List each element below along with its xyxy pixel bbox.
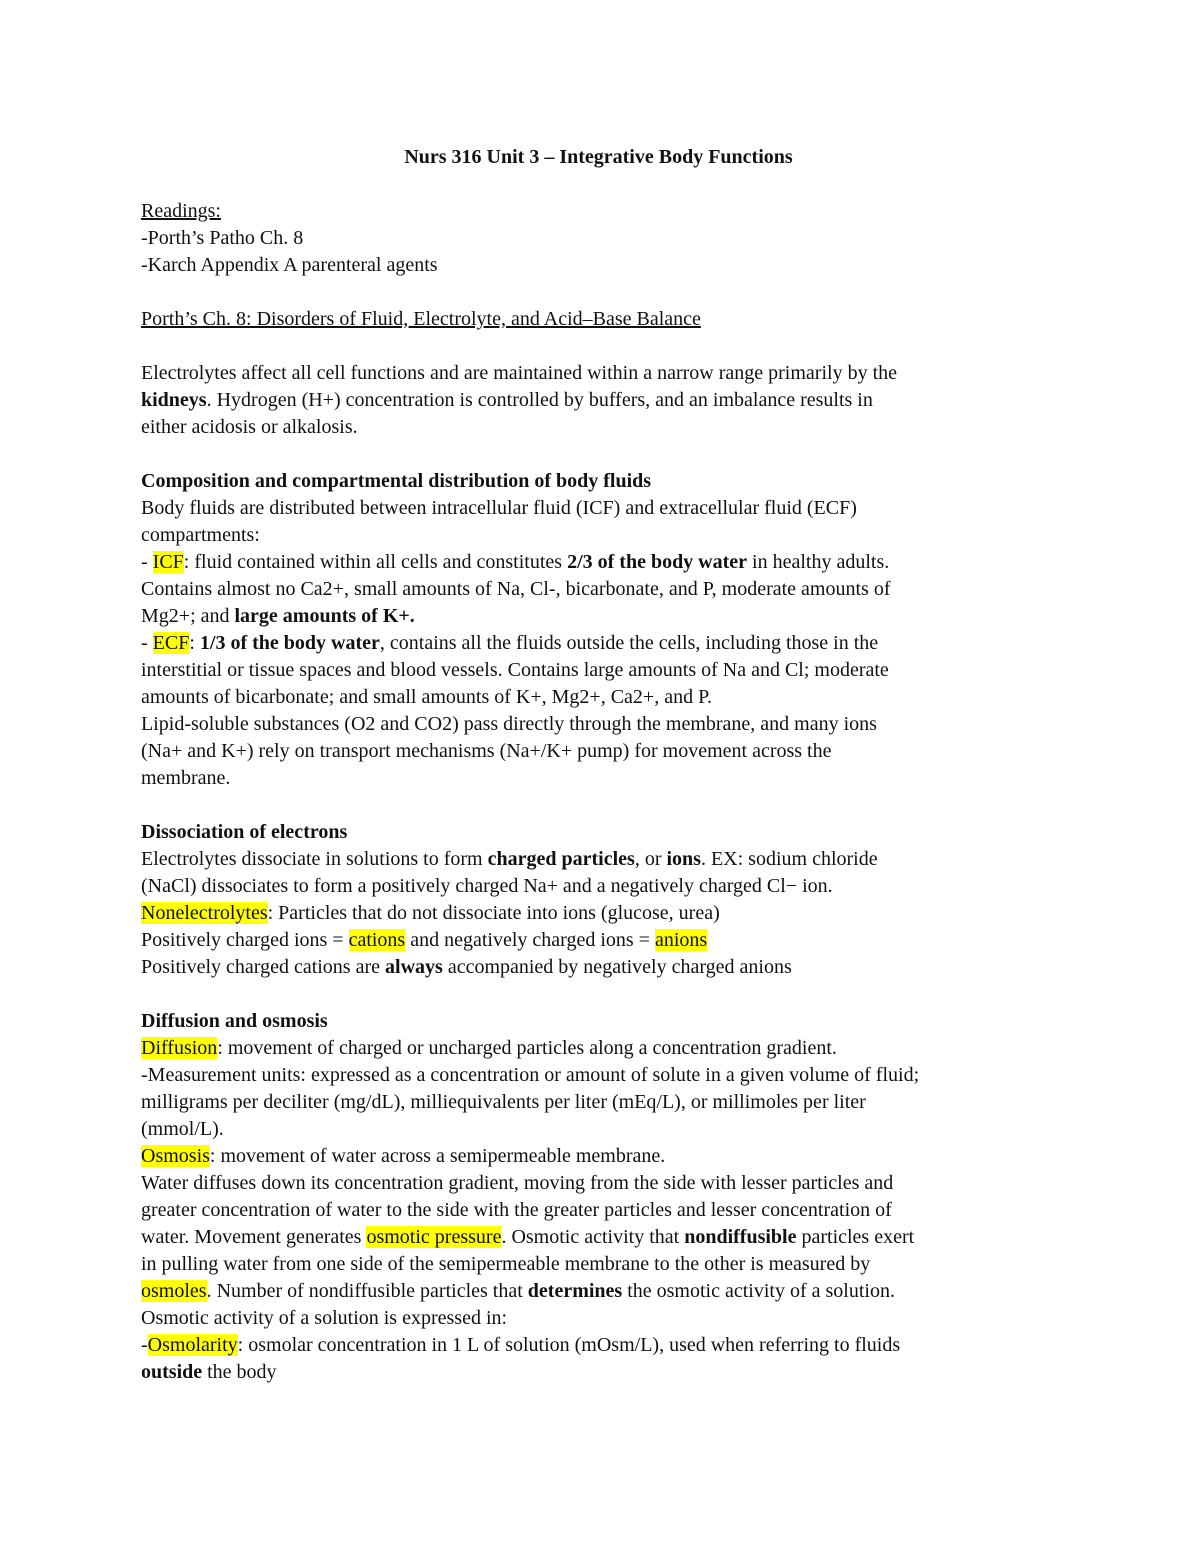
paragraph-line: Electrolytes dissociate in solutions to form charged particles, or ions. EX: sodium chloride xyxy=(141,848,878,870)
paragraph-line: greater concentration of water to the side with the greater particles and lesser concentration of xyxy=(141,1199,892,1221)
highlighted-term-osmoles: osmoles xyxy=(141,1280,207,1302)
highlighted-term-osmolarity: Osmolarity xyxy=(147,1334,238,1356)
highlighted-term-ecf: ECF xyxy=(152,632,190,654)
page-title: Nurs 316 Unit 3 – Integrative Body Functions xyxy=(404,146,793,168)
highlighted-term-anions: anions xyxy=(654,929,708,951)
paragraph-line: membrane. xyxy=(141,767,231,789)
highlighted-term-osmotic-pressure: osmotic pressure xyxy=(366,1226,502,1248)
paragraph-line: Osmotic activity of a solution is expressed in: xyxy=(141,1307,508,1329)
ecf-line: - ECF: 1/3 of the body water, contains all the fluids outside the cells, including those in the xyxy=(141,632,879,654)
intro-paragraph-line: Electrolytes affect all cell functions and are maintained within a narrow range primarily by the xyxy=(141,362,898,384)
chapter-heading: Porth’s Ch. 8: Disorders of Fluid, Electrolyte, and Acid–Base Balance xyxy=(141,308,701,330)
highlighted-term-osmosis: Osmosis xyxy=(141,1145,210,1167)
section-heading-diffusion: Diffusion and osmosis xyxy=(141,1010,328,1032)
section-heading-dissociation: Dissociation of electrons xyxy=(141,821,348,843)
highlighted-term-diffusion: Diffusion xyxy=(141,1037,218,1059)
bold-term: kidneys xyxy=(141,389,207,411)
highlighted-term-nonelectrolytes: Nonelectrolytes xyxy=(141,902,268,924)
section-heading-composition: Composition and compartmental distribution of body fluids xyxy=(141,470,652,492)
intro-paragraph-line: kidneys. Hydrogen (H+) concentration is controlled by buffers, and an imbalance results in xyxy=(141,389,873,411)
highlighted-term-cations: cations xyxy=(348,929,406,951)
paragraph-line: Positively charged ions = cations and negatively charged ions = anions xyxy=(141,929,708,951)
paragraph-line: water. Movement generates osmotic pressure. Osmotic activity that nondiffusible particles exert xyxy=(141,1226,915,1248)
paragraph-line: -Measurement units: expressed as a concentration or amount of solute in a given volume of fluid; xyxy=(141,1064,920,1086)
paragraph-line: Mg2+; and large amounts of K+. xyxy=(141,605,415,627)
paragraph-line: amounts of bicarbonate; and small amounts of K+, Mg2+, Ca2+, and P. xyxy=(141,686,712,708)
paragraph-line: -Osmolarity: osmolar concentration in 1 L of solution (mOsm/L), used when referring to fluids xyxy=(141,1334,901,1356)
paragraph-line: in pulling water from one side of the semipermeable membrane to the other is measured by xyxy=(141,1253,871,1275)
paragraph-line: Positively charged cations are always accompanied by negatively charged anions xyxy=(141,956,792,978)
paragraph-line: Water diffuses down its concentration gradient, moving from the side with lesser particles and xyxy=(141,1172,894,1194)
reading-item: -Porth’s Patho Ch. 8 xyxy=(141,227,304,249)
paragraph-line: Contains almost no Ca2+, small amounts of Na, Cl-, bicarbonate, and P, moderate amounts of xyxy=(141,578,891,600)
paragraph-line: milligrams per deciliter (mg/dL), milliequivalents per liter (mEq/L), or millimoles per liter xyxy=(141,1091,866,1113)
paragraph-line: interstitial or tissue spaces and blood vessels. Contains large amounts of Na and Cl; moderate xyxy=(141,659,889,681)
paragraph-line: compartments: xyxy=(141,524,260,546)
intro-paragraph-line: either acidosis or alkalosis. xyxy=(141,416,358,438)
paragraph-line: (NaCl) dissociates to form a positively charged Na+ and a negatively charged Cl− ion. xyxy=(141,875,833,897)
paragraph-line: (Na+ and K+) rely on transport mechanisms (Na+/K+ pump) for movement across the xyxy=(141,740,832,762)
reading-item: -Karch Appendix A parenteral agents xyxy=(141,254,438,276)
highlighted-term-icf: ICF xyxy=(152,551,184,573)
document-body xyxy=(141,144,1056,1386)
paragraph-line: Nonelectrolytes: Particles that do not dissociate into ions (glucose, urea) xyxy=(141,902,720,924)
paragraph-line: (mmol/L). xyxy=(141,1118,224,1140)
paragraph-line: outside the body xyxy=(141,1361,277,1383)
paragraph-line: Diffusion: movement of charged or uncharged particles along a concentration gradient. xyxy=(141,1037,837,1059)
paragraph-line: Body fluids are distributed between intracellular fluid (ICF) and extracellular fluid (ECF) xyxy=(141,497,857,519)
paragraph-line: Osmosis: movement of water across a semipermeable membrane. xyxy=(141,1145,666,1167)
readings-heading: Readings: xyxy=(141,200,221,222)
paragraph-line: osmoles. Number of nondiffusible particles that determines the osmotic activity of a solution. xyxy=(141,1280,895,1302)
icf-line: - ICF: fluid contained within all cells and constitutes 2/3 of the body water in healthy adults. xyxy=(141,551,890,573)
paragraph-line: Lipid-soluble substances (O2 and CO2) pass directly through the membrane, and many ions xyxy=(141,713,877,735)
